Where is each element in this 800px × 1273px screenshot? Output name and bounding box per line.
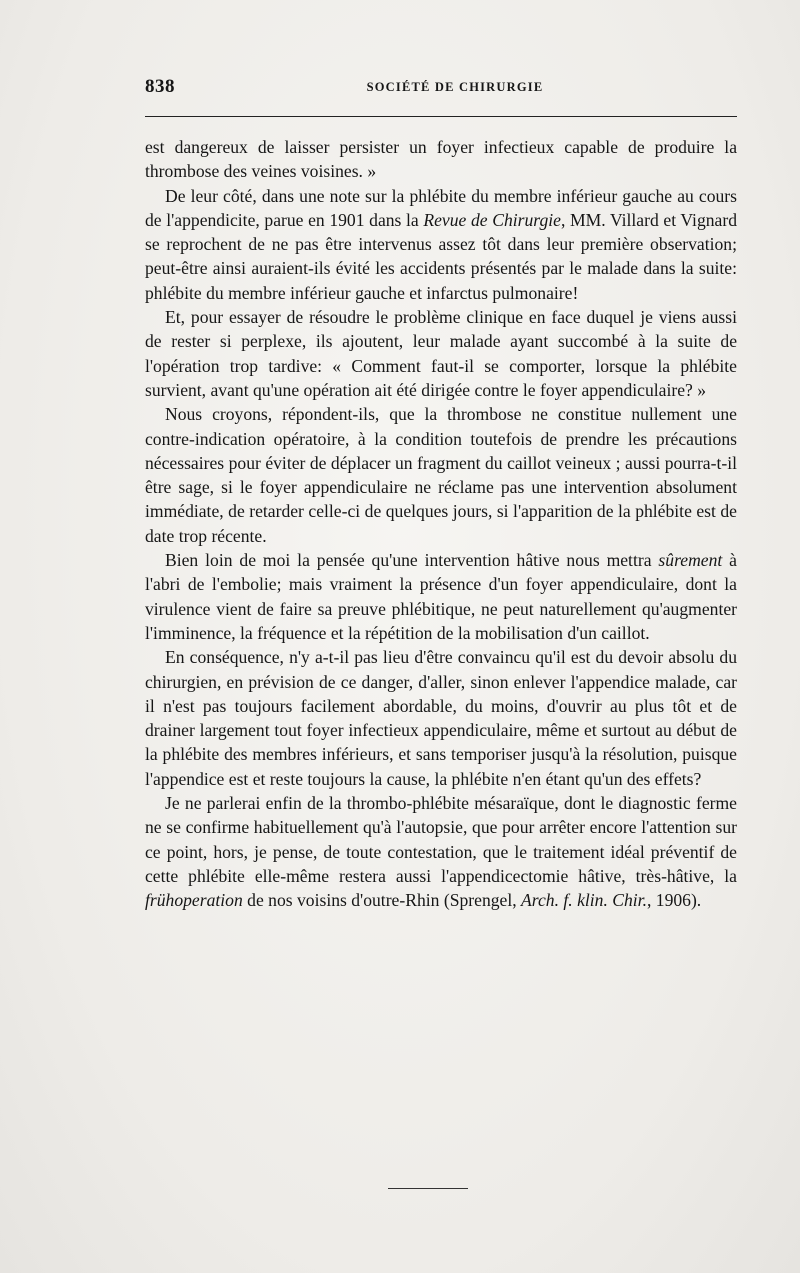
italic-text: Revue de Chirurgie bbox=[423, 209, 561, 230]
text-run: à l'abri de l'embolie; mais vraiment la présence d'un foyer appendiculaire, dont la virulence vient de faire sa preuve phlébitique, ne peut naturellement qu'augmenter l'imminence, la fréquence et la répétition de la mobilisation d'un caillot. bbox=[145, 550, 737, 643]
running-title: SOCIÉTÉ DE CHIRURGIE bbox=[366, 80, 544, 94]
text-run: de nos voisins d'outre-Rhin (Sprengel, bbox=[242, 890, 522, 911]
paragraph bbox=[145, 645, 737, 791]
text-run: Je ne parlerai enfin de la thrombo-phlébite mésaraïque, dont le diagnostic ferme ne se confirme habituellement qu'à l'autopsie, que pour arrêter encore l'attention sur ce point, hors, je pense, de toute contestation, que le traitement idéal préventif de cette phlébite elle-même restera aussi l'appendicectomie hâtive, très-hâtive, la bbox=[145, 793, 737, 886]
italic-text: frühoperation bbox=[145, 890, 243, 911]
italic-text: sûrement bbox=[658, 550, 723, 571]
page-header bbox=[145, 72, 737, 106]
end-rule bbox=[388, 1188, 468, 1189]
text-run: , 1906). bbox=[646, 890, 702, 911]
body-text bbox=[145, 135, 737, 913]
italic-text: Arch. f. klin. Chir. bbox=[521, 890, 647, 911]
page-number: 838 bbox=[145, 76, 175, 97]
text-run: est dangereux de laisser persister un foyer infectieux capable de produire la thrombose des veines voisines. » bbox=[145, 137, 737, 182]
paragraph bbox=[145, 402, 737, 548]
text-run: , MM. Villard et Vignard se reprochent de ne pas être intervenus assez tôt dans leur première observation; peut-être ainsi auraient-ils évité les accidents présentés par le malade dans la suite: phlébite du membre inférieur gauche et infarctus pulmonaire! bbox=[145, 209, 738, 303]
paragraph bbox=[145, 548, 737, 645]
paragraph bbox=[145, 184, 737, 305]
text-run: Et, pour essayer de résoudre le problème clinique en face duquel je viens aussi de rester si perplexe, ils ajoutent, leur malade ayant succombé à la suite de l'opération trop tardive: « Comment faut-il se comporter, lorsque la phlébite survient, avant qu'une opération ait été dirigée contre le foyer appendiculaire? » bbox=[145, 307, 737, 400]
paragraph bbox=[145, 135, 737, 184]
header-rule bbox=[145, 116, 737, 117]
paragraph bbox=[145, 791, 737, 912]
text-run: Nous croyons, répondent-ils, que la thrombose ne constitue nullement une contre-indication opératoire, à la condition toutefois de prendre les précautions nécessaires pour éviter de déplacer un fragment du caillot veineux ; aussi pourra-t-il être sage, si le foyer appendiculaire ne réclame pas une intervention absolument immédiate, de retarder celle-ci de quelques jours, si l'apparition de la phlébite est de date trop récente. bbox=[145, 404, 737, 546]
text-run: Bien loin de moi la pensée qu'une intervention hâtive nous mettra bbox=[165, 550, 659, 571]
text-run: De leur côté, dans une note sur la phlébite du membre inférieur gauche au cours de l'appendicite, parue en 1901 dans la bbox=[145, 185, 737, 230]
paragraph bbox=[145, 305, 737, 402]
text-run: En conséquence, n'y a-t-il pas lieu d'être convaincu qu'il est du devoir absolu du chirurgien, en prévision de ce danger, d'aller, sinon enlever l'appendice malade, car il n'est pas toujours facilement abordable, du moins, d'ouvrir au plus tôt et de drainer largement tout foyer infectieux appendiculaire, même et surtout au début de la phlébite des membres inférieurs, et sans temporiser jusqu'à la résolution, puisque l'appendice est et reste toujours la cause, la phlébite n'en étant qu'un des effets? bbox=[145, 647, 737, 789]
